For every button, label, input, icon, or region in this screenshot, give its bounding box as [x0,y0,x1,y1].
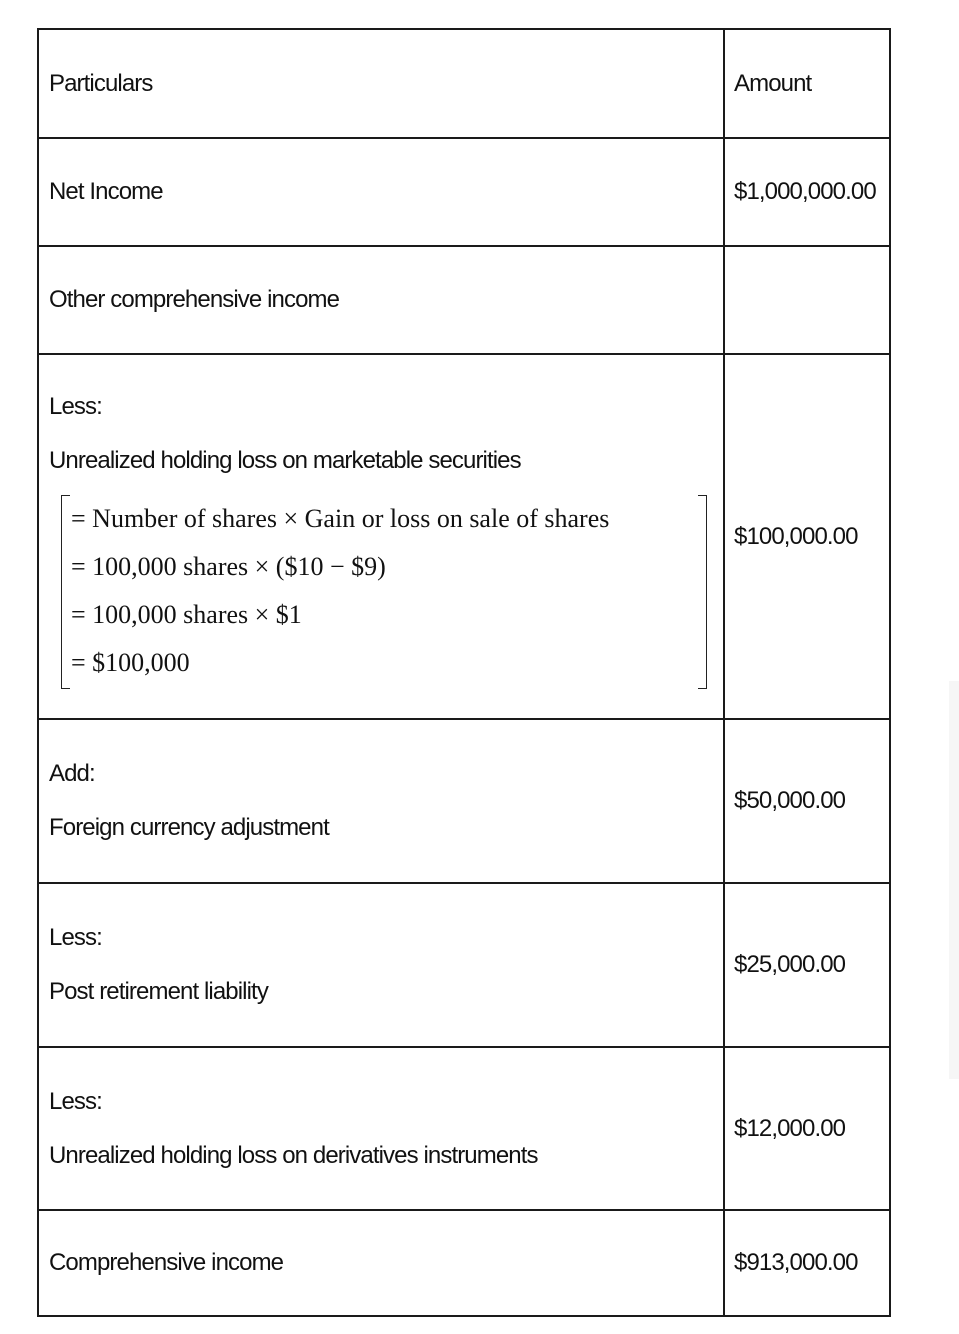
row-amount: $25,000.00 [734,951,846,978]
row-amount: $12,000.00 [734,1114,846,1142]
amount-cell [725,355,889,718]
row-prefix: Less: [49,924,102,951]
row-label: Foreign currency adjustment [49,814,329,841]
formula-line: = Number of shares × Gain or loss on sale of shares [71,504,610,533]
amount-cell [725,884,889,1046]
amount-cell [725,247,889,353]
row-prefix: Less: [49,393,102,420]
amount-cell [725,139,889,245]
particulars-cell [39,1211,725,1315]
amount-cell [725,720,889,882]
table-row-oci [39,245,889,353]
particulars-cell [39,247,725,353]
amount-cell [725,1048,889,1209]
table-row-foreign-currency [39,718,889,882]
right-bracket [698,495,707,689]
header-particulars-cell [39,30,725,137]
formula-line: = 100,000 shares × ($10 − $9) [71,552,386,581]
table-row-post-retirement [39,882,889,1046]
row-prefix: Add: [49,760,95,787]
left-bracket [61,495,70,689]
comprehensive-income-table [37,28,891,1317]
particulars-cell [39,139,725,245]
row-label: Other comprehensive income [49,286,340,313]
row-label: Post retirement liability [49,978,268,1005]
particulars-cell [39,720,725,882]
particulars-cell [39,884,725,1046]
table-row-net-income [39,137,889,245]
table-row-marketable-securities [39,353,889,718]
row-label: Unrealized holding loss on marketable securities [49,447,521,474]
formula-line: = 100,000 shares × $1 [71,600,302,629]
table-header-row [39,30,889,137]
scrollbar-track[interactable] [949,681,959,1079]
row-amount: $913,000.00 [734,1249,858,1276]
row-prefix: Less: [49,1087,102,1115]
row-label: Comprehensive income [49,1249,284,1276]
particulars-cell [39,1048,725,1209]
row-amount: $1,000,000.00 [734,178,876,205]
calculation-formula [61,493,707,693]
table-row-comprehensive-income [39,1209,889,1315]
row-label: Unrealized holding loss on derivatives instruments [49,1141,538,1169]
row-amount: $50,000.00 [734,787,846,814]
header-amount: Amount [734,69,812,97]
row-amount: $100,000.00 [734,522,858,550]
header-amount-cell [725,30,889,137]
row-label: Net Income [49,178,163,205]
particulars-cell [39,355,725,718]
formula-line: = $100,000 [71,648,190,677]
amount-cell [725,1211,889,1315]
table-row-derivatives [39,1046,889,1209]
header-particulars: Particulars [49,69,153,97]
